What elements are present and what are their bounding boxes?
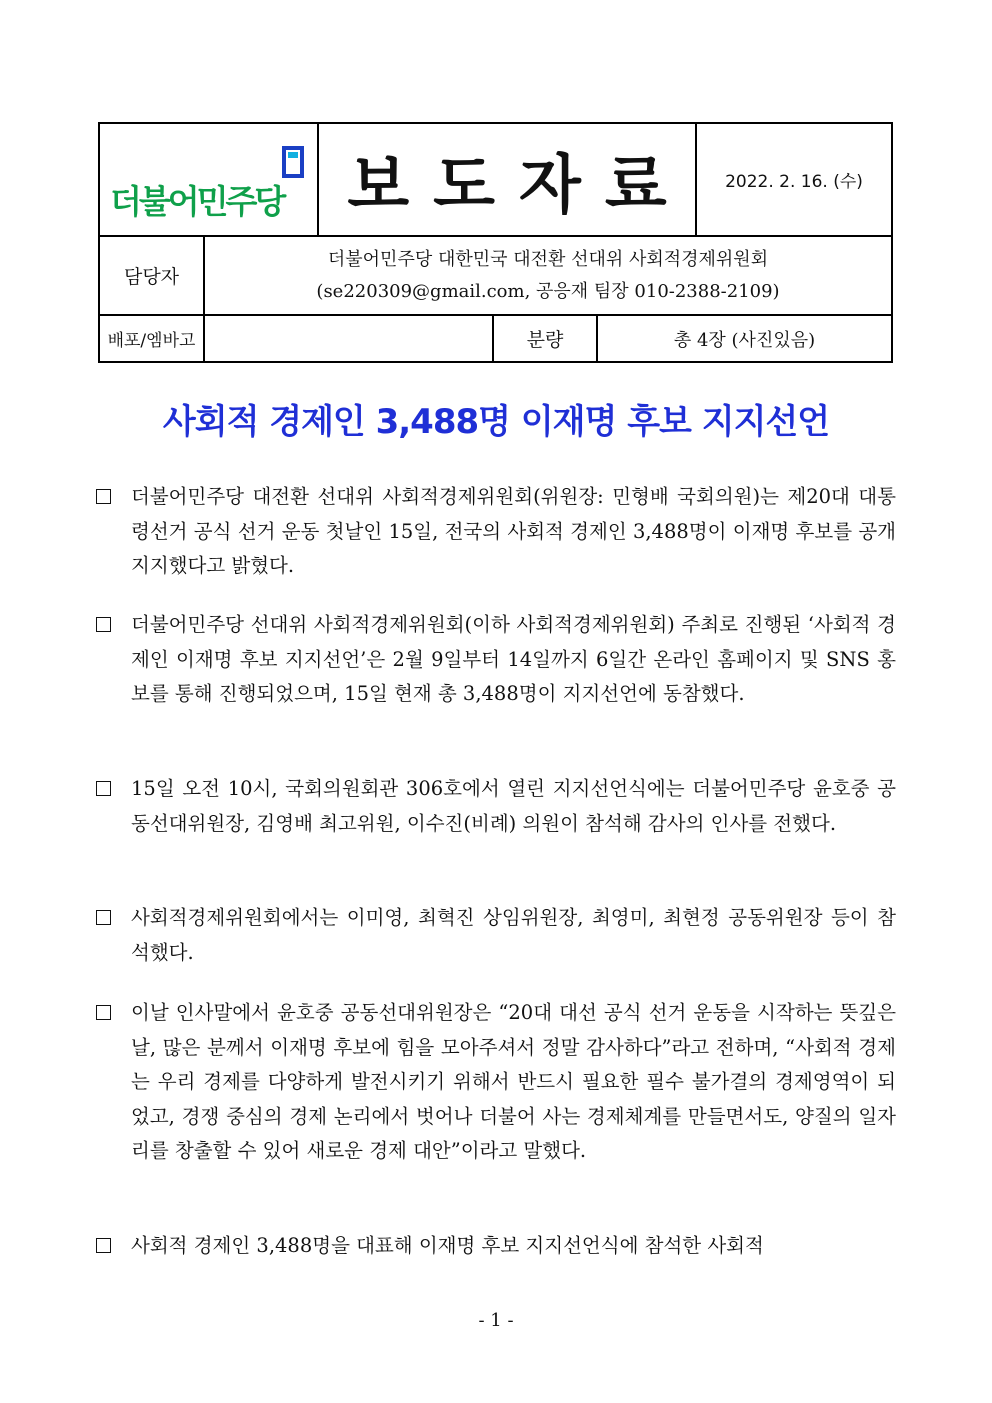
paragraph	[96, 996, 896, 1169]
release-date: 2022. 2. 16. (수)	[725, 172, 863, 192]
checkbox-bullet-icon	[96, 617, 111, 632]
paragraph-text: 이날 인사말에서 윤호중 공동선대위원장은 “20대 대선 공식 선거 운동을 시작하는 뜻깊은 날, 많은 분께서 이재명 후보에 힘을 모아주셔서 정말 감사하다”라고 전하며, “사회적 경제는 우리 경제를 다양하게 발전시키기 위해서 반드시 필요한 필수 불가결의 경제영역이 되었고, 경쟁 중심의 경제 논리에서 벗어나 더불어 사는 경제체계를 만들면서도, 양질의 일자리를 창출할 수 있어 새로운 경제 대안”이라고 말했다.	[131, 1001, 896, 1162]
paragraph	[96, 1229, 896, 1264]
paragraph-text: 15일 오전 10시, 국회의원회관 306호에서 열린 지지선언식에는 더불어민주당 윤호중 공동선대위원장, 김영배 최고위원, 이수진(비례) 의원이 참석해 감사의 인사를 전했다.	[131, 777, 896, 835]
document-title: 보도자료	[347, 148, 691, 223]
paragraph	[96, 608, 896, 712]
pages-label: 분량	[526, 329, 564, 351]
checkbox-bullet-icon	[96, 1005, 111, 1020]
contact-detail: (se220309@gmail.com, 공응재 팀장 010-2388-2109)	[316, 280, 780, 302]
checkbox-bullet-icon	[96, 910, 111, 925]
paragraph	[96, 772, 896, 841]
paragraph-text: 더불어민주당 대전환 선대위 사회적경제위원회(위원장: 민형배 국회의원)는 제20대 대통령선거 공식 선거 운동 첫날인 15일, 전국의 사회적 경제인 3,488명이 이재명 후보를 공개 지지했다고 밝혔다.	[131, 485, 896, 577]
embargo-label: 배포/엠바고	[107, 331, 196, 351]
paragraph	[96, 480, 896, 584]
contact-org: 더불어민주당 대한민국 대전환 선대위 사회적경제위원회	[327, 248, 769, 270]
party-logo-mark-icon	[281, 146, 305, 178]
checkbox-bullet-icon	[96, 1238, 111, 1253]
contact-label: 담당자	[123, 266, 180, 288]
paragraph-text: 더불어민주당 선대위 사회적경제위원회(이하 사회적경제위원회) 주최로 진행된 ‘사회적 경제인 이재명 후보 지지선언’은 2월 9일부터 14일까지 6일간 온라인 홈페이지 및 SNS 홍보를 통해 진행되었으며, 15일 현재 총 3,488명이 지지선언에 동참했다.	[131, 613, 896, 705]
paragraph-text: 사회적경제위원회에서는 이미영, 최혁진 상임위원장, 최영미, 최현정 공동위원장 등이 참석했다.	[131, 906, 896, 964]
checkbox-bullet-icon	[96, 781, 111, 796]
logo-text: 더불어민주당	[110, 182, 284, 221]
checkbox-bullet-icon	[96, 489, 111, 504]
paragraph-text: 사회적 경제인 3,488명을 대표해 이재명 후보 지지선언식에 참석한 사회적	[131, 1234, 764, 1257]
page-number: - 1 -	[478, 1310, 514, 1331]
embargo-value	[205, 316, 492, 361]
pages-value: 총 4장 (사진있음)	[673, 329, 816, 351]
party-logo	[100, 124, 319, 236]
contact-info	[205, 237, 891, 314]
headline: 사회적 경제인 3,488명 이재명 후보 지지선언	[162, 402, 830, 442]
paragraph	[96, 901, 896, 970]
press-release-header	[98, 122, 893, 363]
